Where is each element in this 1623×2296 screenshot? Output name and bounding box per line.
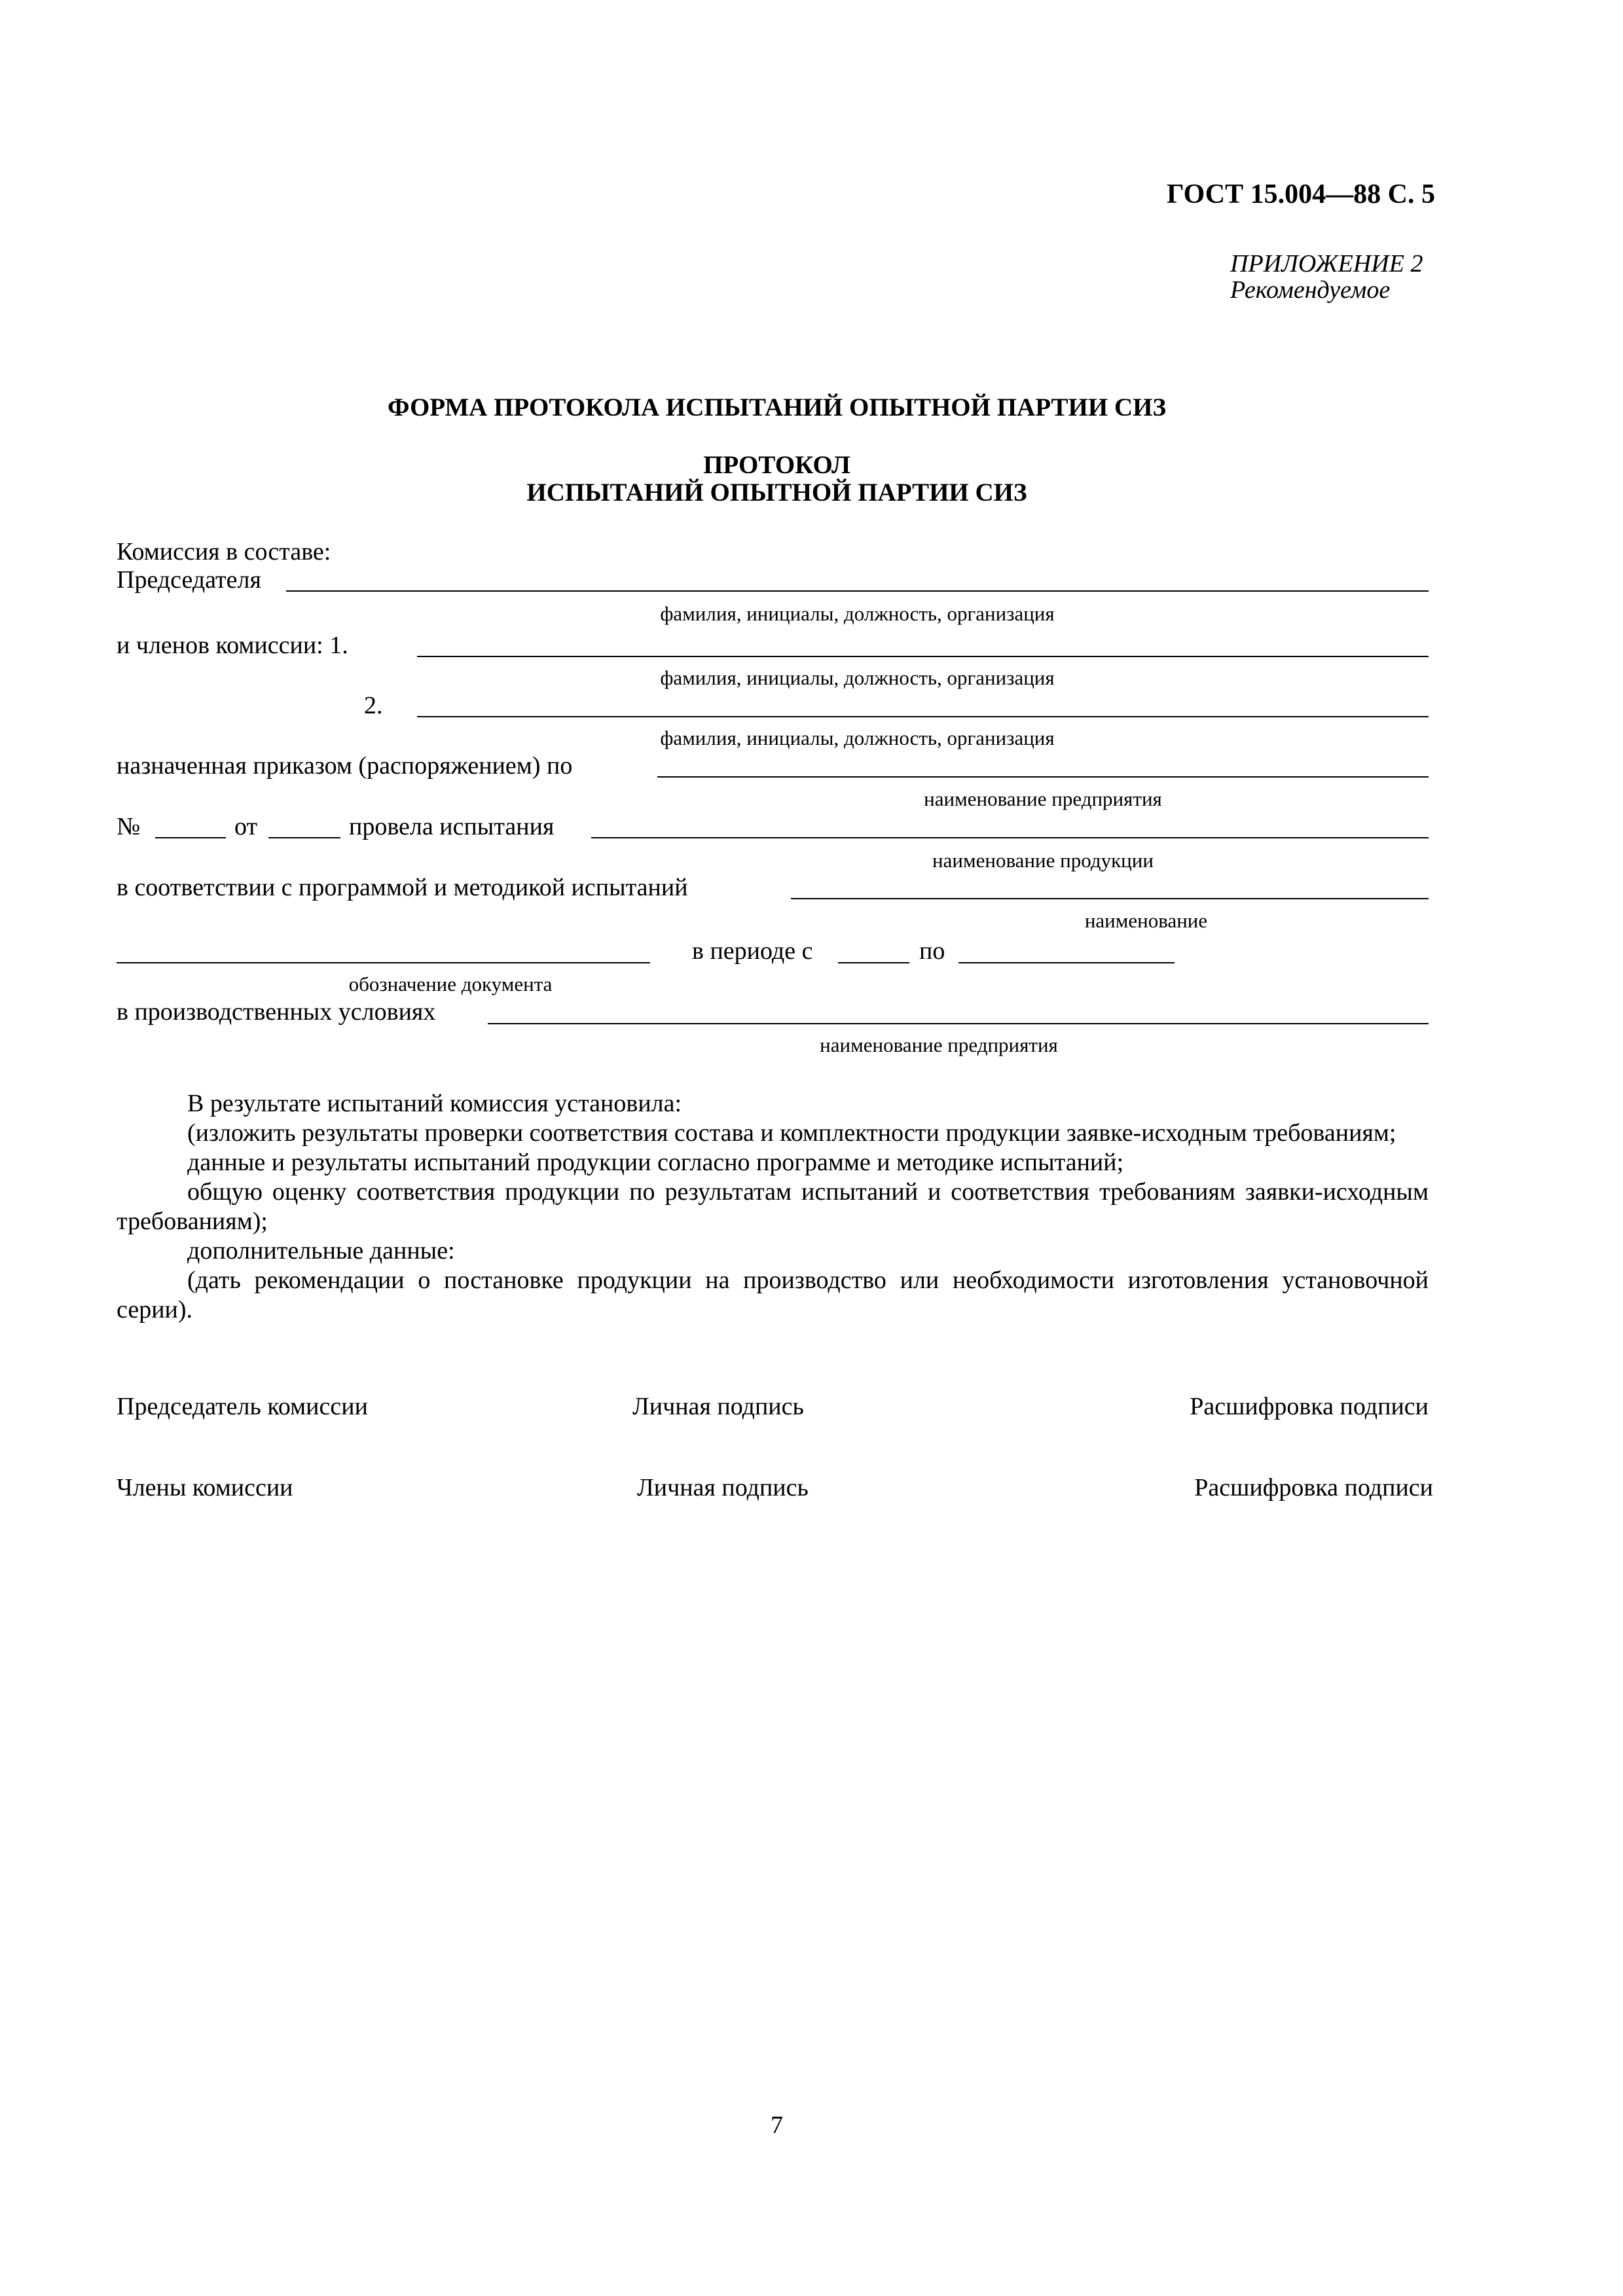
production-enterprise-field[interactable] [488,1023,1429,1024]
results-item-5: (дать рекомендации о постановке продукции на производство или необходимости изготовления установочной серии). [117,1266,1429,1323]
period-to-label: по [919,937,945,965]
period-end-field[interactable] [958,962,1175,963]
member1-caption: фамилия, инициалы, должность, организация [660,666,1055,689]
period-from-label: в периоде с [692,937,813,965]
period-start-field[interactable] [838,962,909,963]
members-signature-decoding: Расшифровка подписи [1194,1474,1433,1501]
page-reference: ГОСТ 15.004—88 С. 5 [1166,179,1435,209]
results-section [117,1089,1429,1325]
product-caption: наименование продукции [932,849,1154,872]
chairman-label: Председателя [117,566,261,594]
results-intro: В результате испытаний комиссия установила: [187,1090,682,1117]
program-field[interactable] [791,898,1429,899]
order-label: назначенная приказом (распоряжением) по [117,752,573,780]
product-field[interactable] [591,837,1429,838]
program-caption: наименование [1084,909,1208,932]
from-label: от [234,813,258,840]
order-enterprise-caption: наименование предприятия [924,787,1162,810]
member2-label: 2. [364,692,383,719]
commission-intro: Комиссия в составе: [117,538,331,565]
results-item-4: дополнительные данные: [187,1237,455,1265]
member2-field[interactable] [417,716,1429,717]
members-personal-signature: Личная подпись [637,1474,809,1501]
protocol-subtitle: ИСПЫТАНИЙ ОПЫТНОЙ ПАРТИИ СИЗ [526,478,1027,507]
production-caption: наименование предприятия [820,1033,1058,1056]
number-sign: № [117,813,141,840]
chairman-field[interactable] [286,590,1429,592]
member2-caption: фамилия, инициалы, должность, организация [660,726,1055,749]
form-title: ФОРМА ПРОТОКОЛА ИСПЫТАНИЙ ОПЫТНОЙ ПАРТИИ СИЗ [387,393,1167,422]
members-signature-label: Члены комиссии [117,1474,293,1501]
order-date-field[interactable] [268,837,340,838]
chairman-signature-label: Председатель комиссии [117,1393,368,1420]
appendix-status: Рекомендуемое [1230,276,1391,304]
results-item-3: общую оценку соответствия продукции по результатам испытаний и соответствия требованиям заявки-исходным требованиям); [117,1178,1429,1235]
protocol-title: ПРОТОКОЛ [703,451,850,479]
chairman-personal-signature: Личная подпись [632,1393,804,1420]
document-caption: обозначение документа [348,973,553,996]
production-label: в производственных условиях [117,998,436,1026]
appendix-label: ПРИЛОЖЕНИЕ 2 [1230,250,1423,278]
page-number: 7 [771,2111,783,2139]
results-item-1: (изложить результаты проверки соответствия состава и комплектности продукции заявке-исходным требованиям; [187,1119,1396,1147]
order-enterprise-field[interactable] [657,776,1429,778]
results-item-2: данные и результаты испытаний продукции согласно программе и методике испытаний; [187,1149,1124,1176]
document-field[interactable] [117,962,650,963]
chairman-signature-decoding: Расшифровка подписи [1190,1393,1429,1420]
chairman-caption: фамилия, инициалы, должность, организация [660,602,1055,625]
program-label: в соответствии с программой и методикой испытаний [117,874,688,901]
members-label: и членов комиссии: 1. [117,632,348,659]
order-number-field[interactable] [155,837,226,838]
member1-field[interactable] [417,656,1429,657]
tested-label: провела испытания [349,813,555,840]
